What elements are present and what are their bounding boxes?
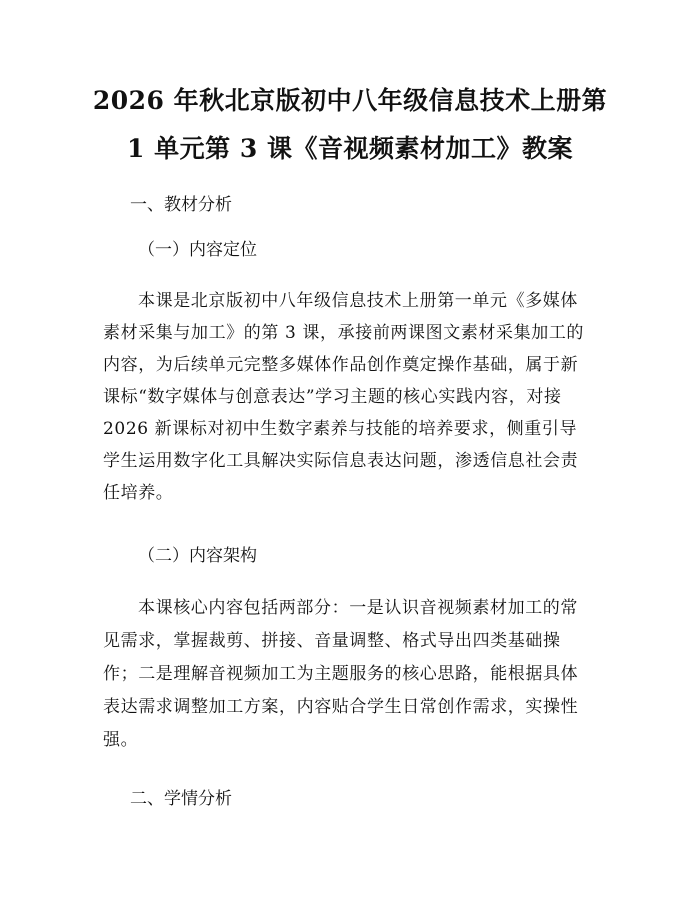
paragraph-line: 见需求，掌握裁剪、拼接、音量调整、格式导出四类基础操 bbox=[103, 631, 561, 651]
paragraph-line: 本课核心内容包括两部分：一是认识音视频素材加工的常 bbox=[138, 598, 578, 618]
document-title-line-2: 1 单元第 3 课《音视频素材加工》教案 bbox=[127, 134, 573, 163]
paragraph-line: 学生运用数字化工具解决实际信息表达问题，渗透信息社会责 bbox=[103, 451, 579, 471]
paragraph-line: 2026 新课标对初中生数字素养与技能的培养要求，侧重引导 bbox=[103, 419, 578, 439]
paragraph-line: 强。 bbox=[103, 730, 139, 750]
section-heading-textbook-analysis: 一、教材分析 bbox=[130, 195, 232, 215]
paragraph-line: 作；二是理解音视频加工为主题服务的核心思路，能根据具体 bbox=[103, 664, 579, 684]
paragraph-line: 本课是北京版初中八年级信息技术上册第一单元《多媒体 bbox=[138, 291, 578, 311]
paragraph-line: 素材采集与加工》的第 3 课，承接前两课图文素材采集加工的 bbox=[103, 323, 585, 343]
subheading-content-positioning: （一）内容定位 bbox=[138, 240, 257, 260]
document-title-line-1: 2026 年秋北京版初中八年级信息技术上册第 bbox=[92, 86, 608, 115]
paragraph-line: 任培养。 bbox=[103, 483, 174, 503]
subheading-content-structure: （二）内容架构 bbox=[138, 546, 257, 566]
paragraph-line: 内容，为后续单元完整多媒体作品创作奠定操作基础，属于新 bbox=[103, 355, 579, 375]
section-heading-student-analysis: 二、学情分析 bbox=[130, 789, 232, 809]
paragraph-line: 课标“数字媒体与创意表达”学习主题的核心实践内容，对接 bbox=[103, 387, 562, 407]
paragraph-line: 表达需求调整加工方案，内容贴合学生日常创作需求，实操性 bbox=[103, 697, 579, 717]
